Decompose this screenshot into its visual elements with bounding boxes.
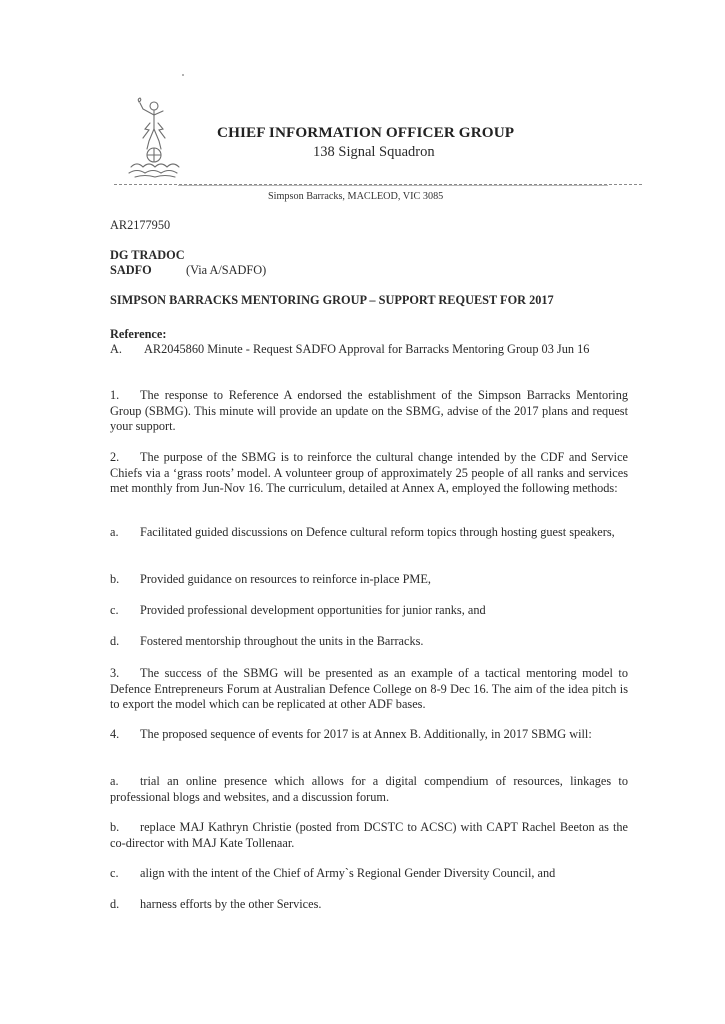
item-text: Provided guidance on resources to reinforce in-place PME, bbox=[140, 572, 431, 586]
item-label: a. bbox=[110, 774, 119, 788]
method-item-d bbox=[110, 634, 628, 650]
addressee-dg-tradoc: DG TRADOC bbox=[110, 248, 185, 262]
item-text: harness efforts by the other Services. bbox=[140, 897, 322, 911]
item-label: b. bbox=[110, 572, 120, 586]
method-item-b bbox=[110, 572, 628, 588]
plan-item-d bbox=[110, 897, 628, 913]
scan-speck bbox=[182, 74, 184, 76]
paragraph-4 bbox=[110, 727, 628, 743]
item-label: b. bbox=[110, 820, 120, 834]
paragraph-number: 1. bbox=[110, 388, 120, 402]
paragraph-text: The success of the SBMG will be presented as an example of a tactical mentoring model to Defence Entrepreneurs Forum at Australian Defence College on 8-9 Dec 16. The aim of the idea pitch is to export the model which can be replicated at other ADF bases. bbox=[110, 666, 628, 711]
reference-a-text: AR2045860 Minute - Request SADFO Approval for Barracks Mentoring Group 03 Jun 16 bbox=[144, 342, 590, 356]
reference-heading: Reference: bbox=[110, 327, 167, 341]
document-reference-number: AR2177950 bbox=[110, 218, 171, 232]
item-label: a. bbox=[110, 525, 119, 539]
item-text: Facilitated guided discussions on Defence cultural reform topics through hosting guest speakers, bbox=[140, 525, 615, 539]
paragraph-number: 2. bbox=[110, 450, 120, 464]
addressee-sadfo: SADFO bbox=[110, 263, 152, 277]
paragraph-2 bbox=[110, 450, 628, 497]
item-label: c. bbox=[110, 603, 119, 617]
item-label: d. bbox=[110, 634, 120, 648]
paragraph-1 bbox=[110, 388, 628, 435]
paragraph-text: The proposed sequence of events for 2017 is at Annex B. Additionally, in 2017 SBMG will: bbox=[140, 727, 592, 741]
method-item-c bbox=[110, 603, 628, 619]
method-item-a bbox=[110, 525, 628, 541]
header-divider-inner bbox=[178, 185, 608, 186]
item-label: c. bbox=[110, 866, 119, 880]
plan-item-b bbox=[110, 820, 628, 851]
paragraph-3 bbox=[110, 666, 628, 713]
plan-item-a bbox=[110, 774, 628, 805]
org-subtitle: 138 Signal Squadron bbox=[313, 144, 435, 160]
corps-crest-icon bbox=[127, 97, 207, 179]
paragraph-number: 4. bbox=[110, 727, 120, 741]
org-title: CHIEF INFORMATION OFFICER GROUP bbox=[217, 124, 515, 141]
paragraph-text: The response to Reference A endorsed the establishment of the Simpson Barracks Mentoring Group (SBMG). This minute will provide an update on the SBMG, advise of the 2017 plans and request your support. bbox=[110, 388, 628, 433]
item-label: d. bbox=[110, 897, 120, 911]
item-text: align with the intent of the Chief of Army`s Regional Gender Diversity Council, and bbox=[140, 866, 556, 880]
item-text: trial an online presence which allows for a digital compendium of resources, linkages to professional blogs and websites, and a discussion forum. bbox=[110, 774, 628, 804]
unit-address: Simpson Barracks, MACLEOD, VIC 3085 bbox=[268, 191, 444, 202]
paragraph-number: 3. bbox=[110, 666, 120, 680]
item-text: replace MAJ Kathryn Christie (posted from DCSTC to ACSC) with CAPT Rachel Beeton as the co-director with MAJ Kate Tollenaar. bbox=[110, 820, 628, 850]
document-subject: SIMPSON BARRACKS MENTORING GROUP – SUPPORT REQUEST FOR 2017 bbox=[110, 293, 554, 307]
plan-item-c bbox=[110, 866, 628, 882]
item-text: Fostered mentorship throughout the units in the Barracks. bbox=[140, 634, 424, 648]
addressee-sadfo-note: (Via A/SADFO) bbox=[186, 263, 267, 277]
item-text: Provided professional development opportunities for junior ranks, and bbox=[140, 603, 486, 617]
paragraph-text: The purpose of the SBMG is to reinforce the cultural change intended by the CDF and Service Chiefs via a ‘grass roots’ model. A volunteer group of approximately 25 people of all ranks and services met monthly from Jun-Nov 16. The curriculum, detailed at Annex A, employed the following methods: bbox=[110, 450, 628, 495]
reference-a-label: A. bbox=[110, 342, 122, 356]
